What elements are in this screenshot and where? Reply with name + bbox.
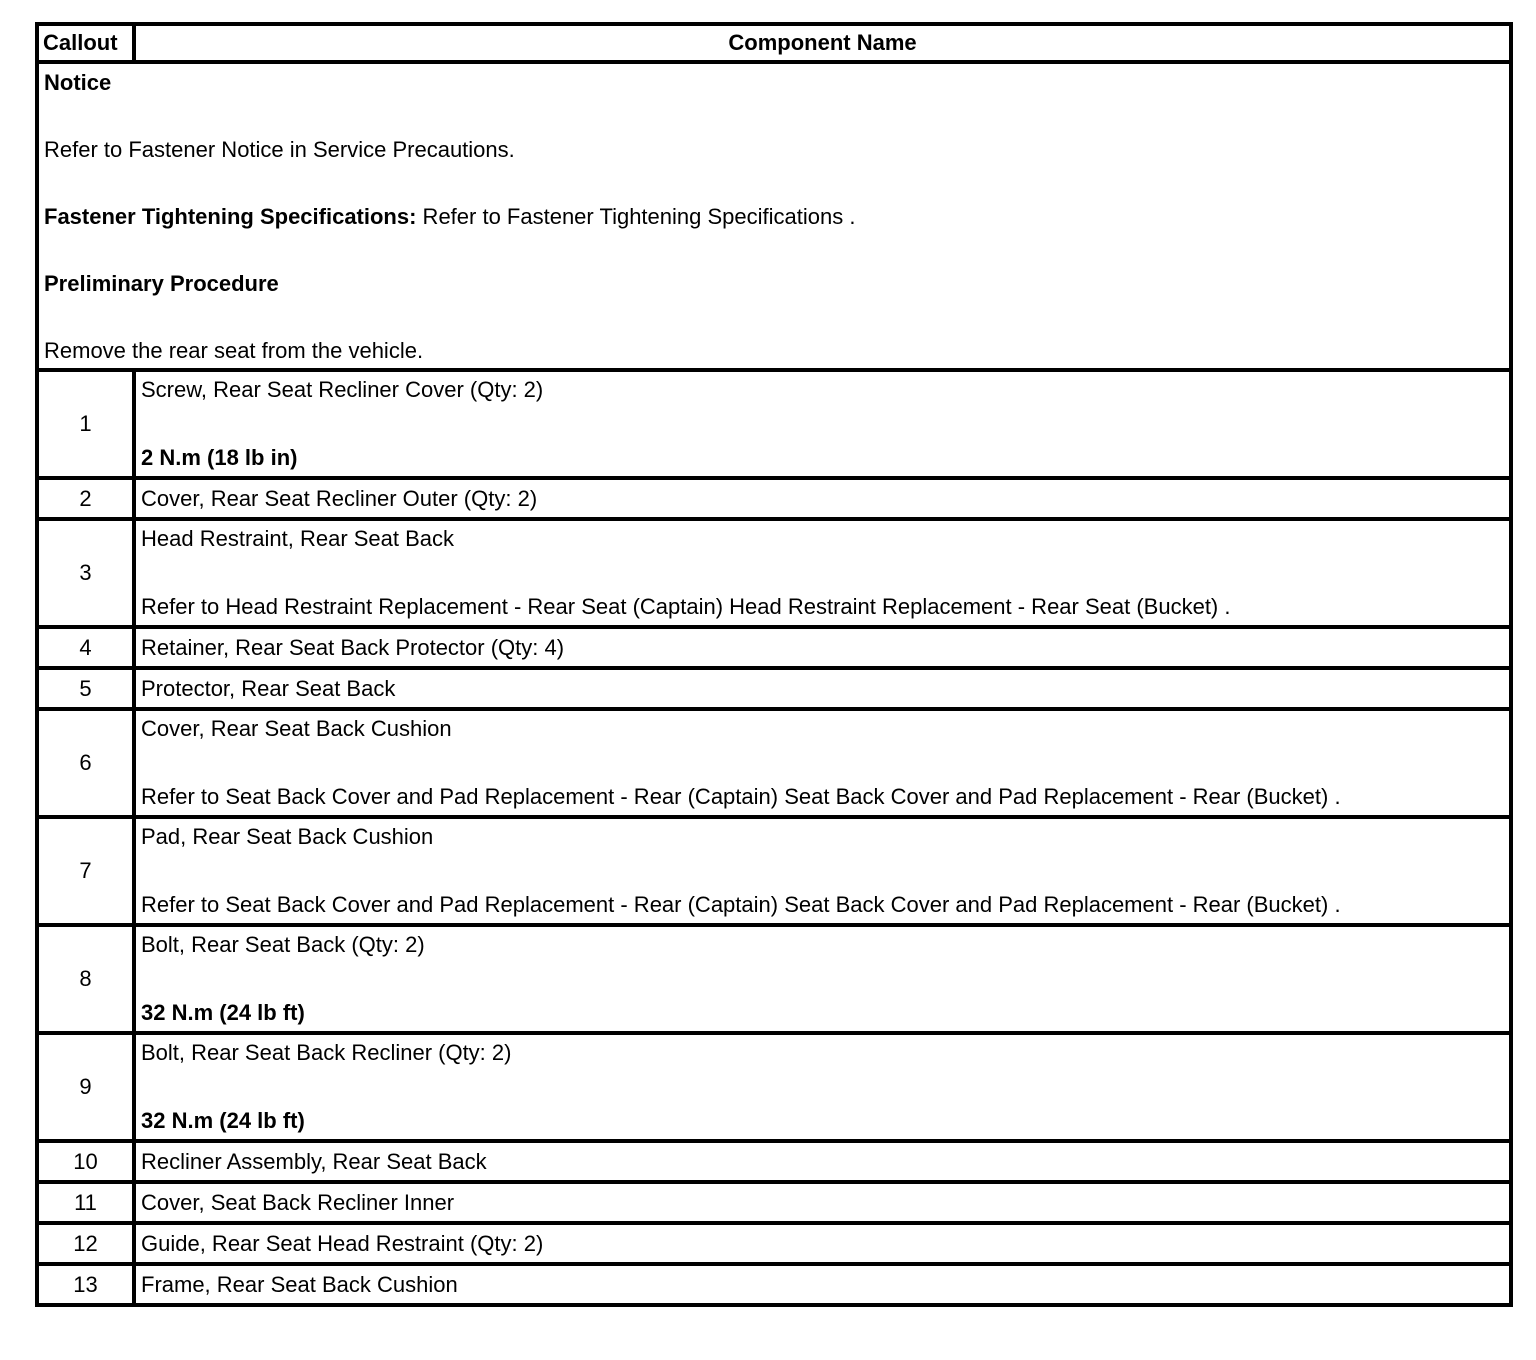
component-name: Cover, Seat Back Recliner Inner bbox=[134, 1182, 1511, 1223]
notice-row bbox=[37, 62, 1511, 370]
callout-number: 13 bbox=[37, 1264, 134, 1305]
component-cell bbox=[134, 519, 1511, 627]
table-row bbox=[37, 519, 1511, 627]
component-name-header: Component Name bbox=[134, 24, 1511, 62]
callout-number: 1 bbox=[37, 370, 134, 478]
table-row bbox=[37, 478, 1511, 519]
component-name: Pad, Rear Seat Back Cushion bbox=[141, 824, 434, 849]
callout-number: 10 bbox=[37, 1141, 134, 1182]
callout-header: Callout bbox=[37, 24, 134, 62]
header-row bbox=[37, 24, 1511, 62]
fastener-spec-label: Fastener Tightening Specifications: bbox=[44, 204, 417, 229]
component-name: Recliner Assembly, Rear Seat Back bbox=[134, 1141, 1511, 1182]
torque-spec: 2 N.m (18 lb in) bbox=[141, 445, 298, 470]
component-cell bbox=[134, 709, 1511, 817]
callout-number: 9 bbox=[37, 1033, 134, 1141]
reference-text: Refer to Head Restraint Replacement - Rear Seat (Captain) Head Restraint Replacement - Rear Seat (Bucket) . bbox=[141, 594, 1231, 619]
preliminary-text: Remove the rear seat from the vehicle. bbox=[44, 338, 424, 363]
component-name: Retainer, Rear Seat Back Protector (Qty: 4) bbox=[134, 627, 1511, 668]
callout-number: 7 bbox=[37, 817, 134, 925]
callout-number: 8 bbox=[37, 925, 134, 1033]
table-row bbox=[37, 709, 1511, 817]
component-name: Guide, Rear Seat Head Restraint (Qty: 2) bbox=[134, 1223, 1511, 1264]
table-row bbox=[37, 370, 1511, 478]
callout-number: 4 bbox=[37, 627, 134, 668]
callout-number: 6 bbox=[37, 709, 134, 817]
component-name: Head Restraint, Rear Seat Back bbox=[141, 526, 455, 551]
table-row bbox=[37, 627, 1511, 668]
component-name: Bolt, Rear Seat Back Recliner (Qty: 2) bbox=[141, 1040, 512, 1065]
fastener-spec bbox=[44, 204, 1509, 230]
notice-text: Refer to Fastener Notice in Service Precautions. bbox=[44, 137, 515, 162]
component-name: Protector, Rear Seat Back bbox=[134, 668, 1511, 709]
table-row bbox=[37, 668, 1511, 709]
table-row bbox=[37, 1033, 1511, 1141]
components-table bbox=[35, 22, 1513, 1307]
notice-cell bbox=[37, 62, 1511, 370]
component-cell bbox=[134, 370, 1511, 478]
reference-text: Refer to Seat Back Cover and Pad Replacement - Rear (Captain) Seat Back Cover and Pad Replacement - Rear (Bucket) . bbox=[141, 784, 1341, 809]
table-row bbox=[37, 925, 1511, 1033]
callout-number: 12 bbox=[37, 1223, 134, 1264]
reference-text: Refer to Seat Back Cover and Pad Replacement - Rear (Captain) Seat Back Cover and Pad Replacement - Rear (Bucket) . bbox=[141, 892, 1341, 917]
component-name: Bolt, Rear Seat Back (Qty: 2) bbox=[141, 932, 425, 957]
callout-number: 5 bbox=[37, 668, 134, 709]
component-name: Cover, Rear Seat Recliner Outer (Qty: 2) bbox=[134, 478, 1511, 519]
torque-spec: 32 N.m (24 lb ft) bbox=[141, 1108, 305, 1133]
torque-spec: 32 N.m (24 lb ft) bbox=[141, 1000, 305, 1025]
fastener-spec-text: Refer to Fastener Tightening Specifications . bbox=[416, 204, 856, 229]
component-cell bbox=[134, 925, 1511, 1033]
components-table-container bbox=[35, 22, 1509, 1307]
table-row bbox=[37, 1264, 1511, 1305]
component-cell bbox=[134, 817, 1511, 925]
callout-number: 2 bbox=[37, 478, 134, 519]
component-cell bbox=[134, 1033, 1511, 1141]
notice-heading: Notice bbox=[44, 70, 112, 95]
table-row bbox=[37, 817, 1511, 925]
component-name: Cover, Rear Seat Back Cushion bbox=[141, 716, 452, 741]
preliminary-heading: Preliminary Procedure bbox=[44, 271, 279, 296]
component-name: Screw, Rear Seat Recliner Cover (Qty: 2) bbox=[141, 377, 544, 402]
table-row bbox=[37, 1223, 1511, 1264]
callout-number: 3 bbox=[37, 519, 134, 627]
component-name: Frame, Rear Seat Back Cushion bbox=[134, 1264, 1511, 1305]
callout-number: 11 bbox=[37, 1182, 134, 1223]
table-row bbox=[37, 1182, 1511, 1223]
table-row bbox=[37, 1141, 1511, 1182]
